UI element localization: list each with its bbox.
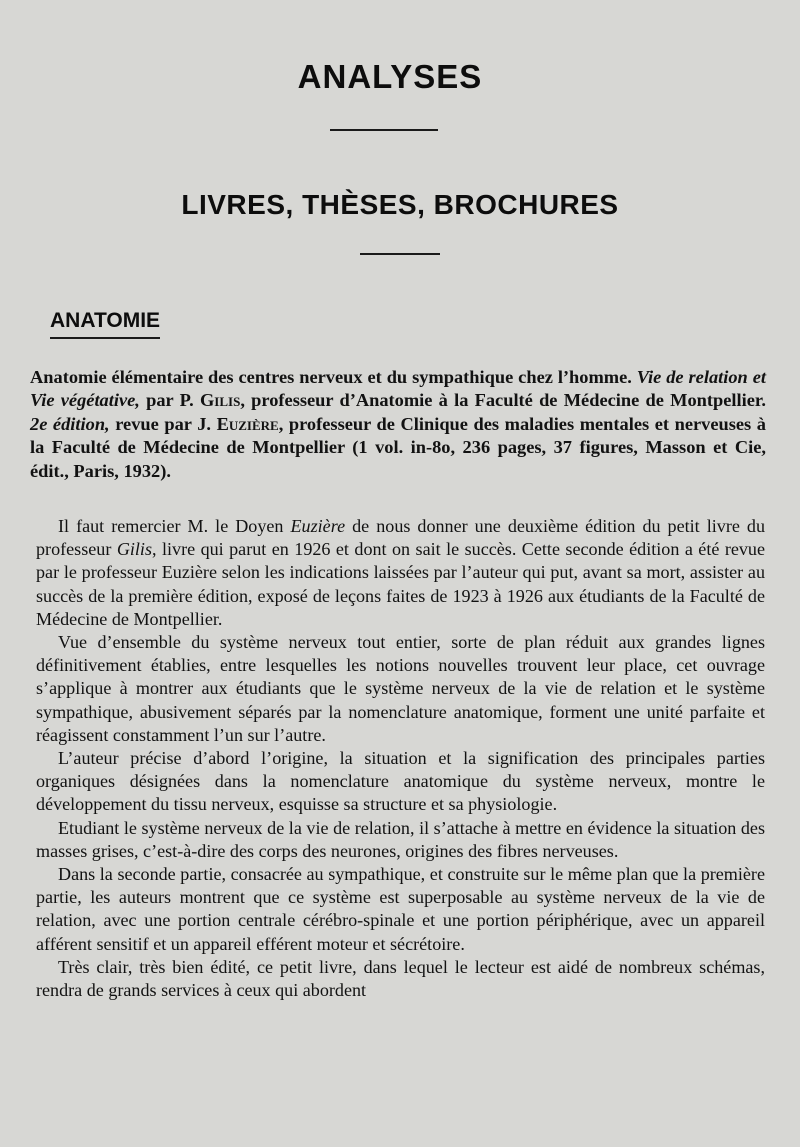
page-subtitle: LIVRES, THÈSES, BROCHURES xyxy=(181,189,619,220)
book-subtitle: Vie de relation et Vie végétative, xyxy=(30,367,766,411)
author-name: Gilis xyxy=(200,390,241,411)
text-run: , livre qui parut en 1926 et dont on sait le succès. Cette seconde édition a été revue par le professeur Euzière selon les indications laissées par l’auteur qui put, avant sa mort, assister au succès de la première édition, exposé de leçons faites de 1923 à 1926 aux étudiants de la Faculté de Médecine de Montpellier. xyxy=(36,539,766,629)
section-heading: ANATOMIE xyxy=(50,309,160,339)
book-title: Anatomie élémentaire des centres nerveux et du sympathique chez l’homme. xyxy=(30,367,632,387)
author-role: , professeur d’Anatomie à la Faculté de Médecine de Montpellier. xyxy=(240,390,766,411)
paragraph: Vue d’ensemble du système nerveux tout entier, sorte de plan réduit aux grandes lignes définitivement établies, entre lesquelles les notions nouvelles trouvent leur place, cet ouvrage s’applique à montrer aux étudiants que le système nerveux de la vie de relation et le système sympathique, abusivement séparés par la nomenclature anatomique, forment une unité parfaite et réagissent constamment l’un sur l’autre. xyxy=(36,632,765,745)
reviser-role: , professeur de Clinique des maladies mentales et nerveuses à la Faculté de Médecine de Montpellier (1 vol. in-8o, 236 pages, 37 figures, Masson et Cie, édit., Paris, 1932). xyxy=(30,413,766,481)
text-run: Il faut remercier M. le Doyen xyxy=(58,516,291,536)
paragraph: L’auteur précise d’abord l’origine, la situation et la signification des principales parties organiques désignées dans la nomenclature anatomique du système nerveux, montre le développement du tissu nerveux, esquisse sa structure et sa physiologie. xyxy=(36,748,765,815)
book-citation xyxy=(30,366,766,483)
paragraph: Etudiant le système nerveux de la vie de relation, il s’attache à mettre en évidence la situation des masses grises, c’est-à-dire des corps des neurones, origines des fibres nerveuses. xyxy=(36,817,765,861)
paragraph xyxy=(36,515,765,631)
paragraph: Très clair, très bien édité, ce petit livre, dans lequel le lecteur est aidé de nombreux schémas, rendra de grands services à ceux qui abordent xyxy=(36,956,765,1001)
paragraph: Dans la seconde partie, consacrée au sympathique, et construite sur le même plan que la première partie, les auteurs montrent que ce système est superposable au système nerveux de la vie de relation, avec une portion centrale cérébro-spinale et une portion périphérique, avec un appareil afférent sensitif et un appareil efférent moteur et sécrétoire. xyxy=(36,864,765,954)
subtitle-divider xyxy=(360,253,440,255)
page-title: ANALYSES xyxy=(297,58,483,95)
revised-by: revue par J. xyxy=(115,413,211,434)
citation-by: par P. xyxy=(146,390,194,411)
name-italic: Euzière xyxy=(290,516,346,536)
title-divider xyxy=(330,129,438,131)
text-run: de nous donner une deuxième édition du petit livre du professeur xyxy=(36,516,765,560)
edition-label: 2e édition, xyxy=(30,413,110,434)
review-body xyxy=(36,515,765,1002)
name-italic: Gilis xyxy=(116,539,153,560)
reviser-name: Euzière xyxy=(216,413,279,434)
